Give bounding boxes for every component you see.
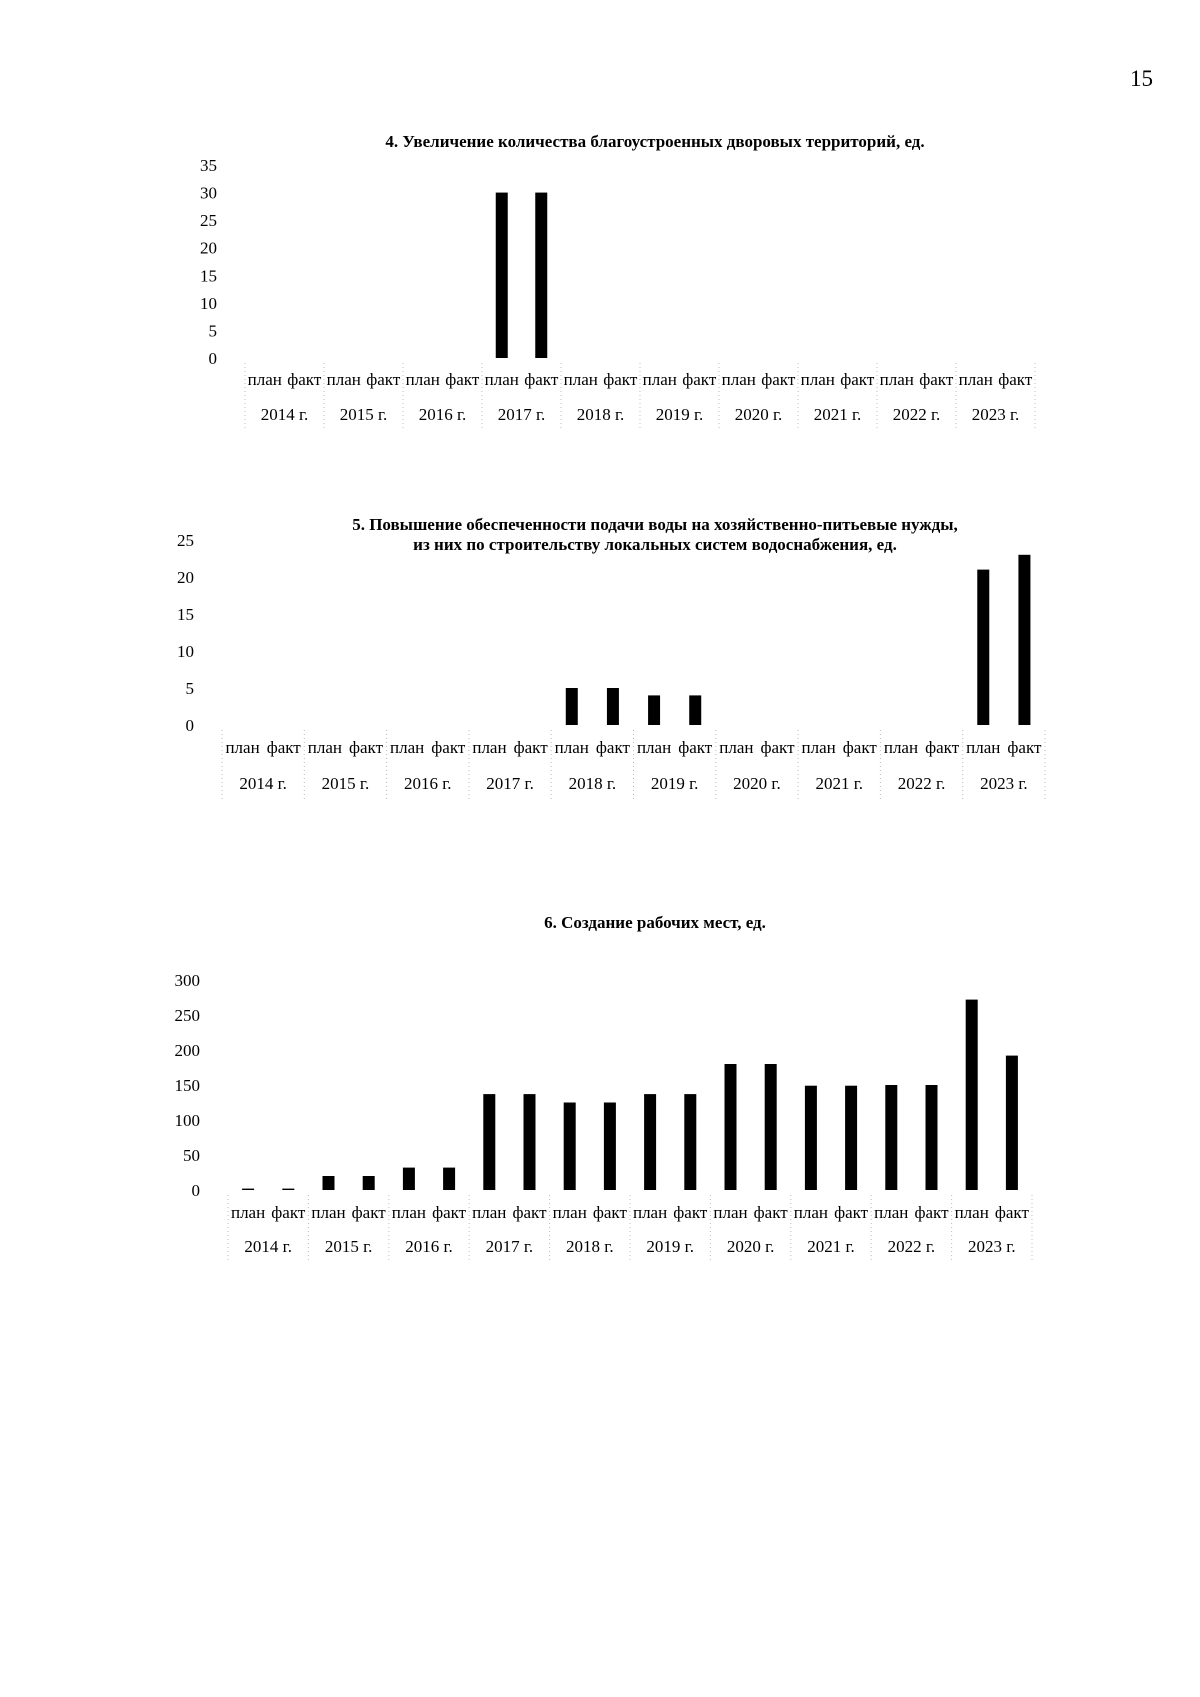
category-label: план (713, 1203, 748, 1222)
bar (282, 1189, 294, 1190)
bar (684, 1094, 696, 1190)
chart-plot (180, 120, 1130, 450)
category-label: факт (287, 370, 322, 389)
chart-title: 4. Увеличение количества благоустроенных дворовых территорий, ед. (385, 132, 925, 151)
chart-improved-yards (180, 120, 1130, 450)
year-label: 2023 г. (968, 1237, 1016, 1256)
category-label: план (563, 370, 598, 389)
year-label: 2014 г. (244, 1237, 292, 1256)
category-label: факт (842, 738, 877, 757)
bar (496, 193, 508, 358)
bar (607, 688, 619, 725)
category-label: факт (512, 1203, 547, 1222)
year-label: 2020 г. (733, 774, 781, 793)
category-label: факт (592, 1203, 627, 1222)
category-label: факт (753, 1203, 788, 1222)
year-label: 2022 г. (897, 774, 946, 793)
category-label: план (801, 738, 836, 757)
year-label: 2019 г. (655, 405, 704, 424)
bar (885, 1085, 897, 1190)
category-label: план (390, 738, 425, 757)
bar (403, 1168, 415, 1190)
y-tick-label: 300 (174, 971, 200, 990)
category-label: факт (925, 738, 960, 757)
year-label: 2022 г. (892, 405, 941, 424)
bar (648, 695, 660, 725)
year-label: 2021 г. (815, 774, 864, 793)
category-label: план (879, 370, 914, 389)
category-label: факт (1007, 738, 1042, 757)
category-label: план (954, 1203, 989, 1222)
year-label: 2020 г. (726, 1237, 775, 1256)
bar (443, 1168, 455, 1190)
category-label: план (247, 370, 282, 389)
category-label: план (391, 1203, 427, 1222)
bar (845, 1086, 857, 1190)
y-tick-label: 35 (200, 156, 217, 175)
category-label: план (719, 738, 754, 757)
category-label: план (405, 370, 440, 389)
category-label: план (307, 738, 342, 757)
y-tick-label: 5 (185, 679, 194, 698)
category-label: факт (761, 370, 796, 389)
bar (604, 1103, 616, 1191)
bar (363, 1176, 375, 1190)
category-label: план (874, 1203, 909, 1222)
category-label: факт (914, 1203, 949, 1222)
category-label: план (883, 738, 919, 757)
year-label: 2018 г. (568, 774, 617, 793)
bar (483, 1094, 495, 1190)
year-label: 2019 г. (650, 774, 699, 793)
y-tick-label: 0 (208, 349, 217, 368)
y-tick-label: 20 (200, 238, 217, 258)
chart-title (180, 515, 1130, 555)
category-label: факт (682, 370, 717, 389)
category-label: факт (678, 738, 713, 757)
bar (535, 193, 547, 358)
bar (644, 1094, 656, 1190)
year-label: 2014 г. (260, 405, 309, 424)
bar (564, 1103, 576, 1191)
category-label: факт (524, 370, 559, 389)
bar (765, 1064, 777, 1190)
category-label: факт (271, 1203, 306, 1222)
bar (1006, 1056, 1018, 1190)
category-label: факт (266, 738, 301, 757)
category-label: факт (994, 1203, 1029, 1222)
category-label: факт (366, 370, 401, 389)
year-label: 2023 г. (980, 774, 1028, 793)
year-label: 2016 г. (403, 774, 452, 793)
year-label: 2017 г. (485, 1237, 534, 1256)
bar (524, 1094, 536, 1190)
category-label: план (230, 1203, 266, 1222)
category-label: план (311, 1203, 346, 1222)
y-tick-label: 5 (208, 321, 217, 341)
category-label: факт (834, 1203, 869, 1222)
category-label: факт (760, 738, 795, 757)
bar (689, 695, 701, 725)
category-label: факт (998, 370, 1033, 389)
category-label: план (800, 370, 835, 389)
category-label: план (642, 370, 677, 389)
category-label: план (472, 738, 507, 757)
bar (977, 570, 989, 725)
y-tick-label: 10 (200, 293, 217, 313)
category-label: план (632, 1203, 668, 1222)
bar (323, 1176, 335, 1190)
category-label: план (472, 1203, 507, 1222)
year-label: 2018 г. (566, 1237, 614, 1256)
y-tick-label: 15 (200, 266, 217, 286)
year-label: 2020 г. (734, 405, 783, 424)
category-label: факт (431, 738, 466, 757)
category-label: факт (595, 738, 630, 757)
category-label: факт (351, 1203, 386, 1222)
bar (966, 1000, 978, 1190)
y-tick-label: 150 (174, 1076, 200, 1095)
category-label: план (552, 1203, 587, 1222)
year-label: 2018 г. (576, 405, 625, 424)
y-tick-label: 0 (185, 716, 194, 735)
page-number: 15 (1130, 66, 1153, 91)
y-tick-label: 25 (177, 531, 194, 550)
y-tick-label: 250 (174, 1006, 200, 1025)
chart-title-line-2: из них по строительству локальных систем водоснабжения, ед. (413, 535, 897, 554)
y-tick-label: 20 (177, 568, 194, 587)
year-label: 2021 г. (807, 1237, 855, 1256)
year-label: 2015 г. (321, 774, 370, 793)
year-label: 2016 г. (405, 1237, 453, 1256)
bar (926, 1085, 938, 1190)
y-tick-label: 50 (183, 1146, 200, 1165)
year-label: 2023 г. (971, 405, 1020, 424)
category-label: факт (673, 1203, 708, 1222)
category-label: план (958, 370, 993, 389)
bar (566, 688, 578, 725)
year-label: 2015 г. (339, 405, 388, 424)
category-label: факт (432, 1203, 467, 1222)
chart-water-supply (177, 505, 1130, 805)
category-label: план (484, 370, 519, 389)
y-tick-label: 25 (200, 211, 217, 231)
bar (1018, 555, 1030, 725)
y-tick-label: 200 (174, 1041, 200, 1060)
year-label: 2016 г. (418, 405, 467, 424)
category-label: план (636, 738, 672, 757)
year-label: 2014 г. (239, 774, 287, 793)
chart-jobs-created (174, 900, 1130, 1260)
year-label: 2022 г. (887, 1237, 936, 1256)
y-tick-label: 15 (177, 605, 194, 624)
year-label: 2021 г. (813, 405, 862, 424)
year-label: 2015 г. (324, 1237, 373, 1256)
year-label: 2017 г. (486, 774, 534, 793)
category-label: факт (840, 370, 875, 389)
category-label: факт (919, 370, 954, 389)
bar (805, 1086, 817, 1190)
chart-title: 6. Создание рабочих мест, ед. (544, 913, 766, 932)
category-label: план (225, 738, 260, 757)
chart-plot (174, 900, 1130, 1260)
category-label: факт (445, 370, 480, 389)
year-label: 2019 г. (646, 1237, 694, 1256)
category-label: план (326, 370, 361, 389)
category-label: план (793, 1203, 829, 1222)
bar (725, 1064, 737, 1190)
category-label: факт (603, 370, 638, 389)
y-tick-label: 10 (177, 642, 194, 661)
year-label: 2017 г. (497, 405, 546, 424)
y-tick-label: 30 (200, 183, 217, 203)
y-tick-label: 0 (191, 1181, 200, 1200)
y-tick-label: 100 (174, 1111, 200, 1130)
category-label: план (721, 370, 756, 389)
chart-title-line-1: 5. Повышение обеспеченности подачи воды на хозяйственно-питьевые нужды, (352, 515, 958, 534)
category-label: план (554, 738, 589, 757)
category-label: факт (513, 738, 548, 757)
category-label: факт (349, 738, 384, 757)
bar (242, 1189, 254, 1190)
category-label: план (966, 738, 1001, 757)
